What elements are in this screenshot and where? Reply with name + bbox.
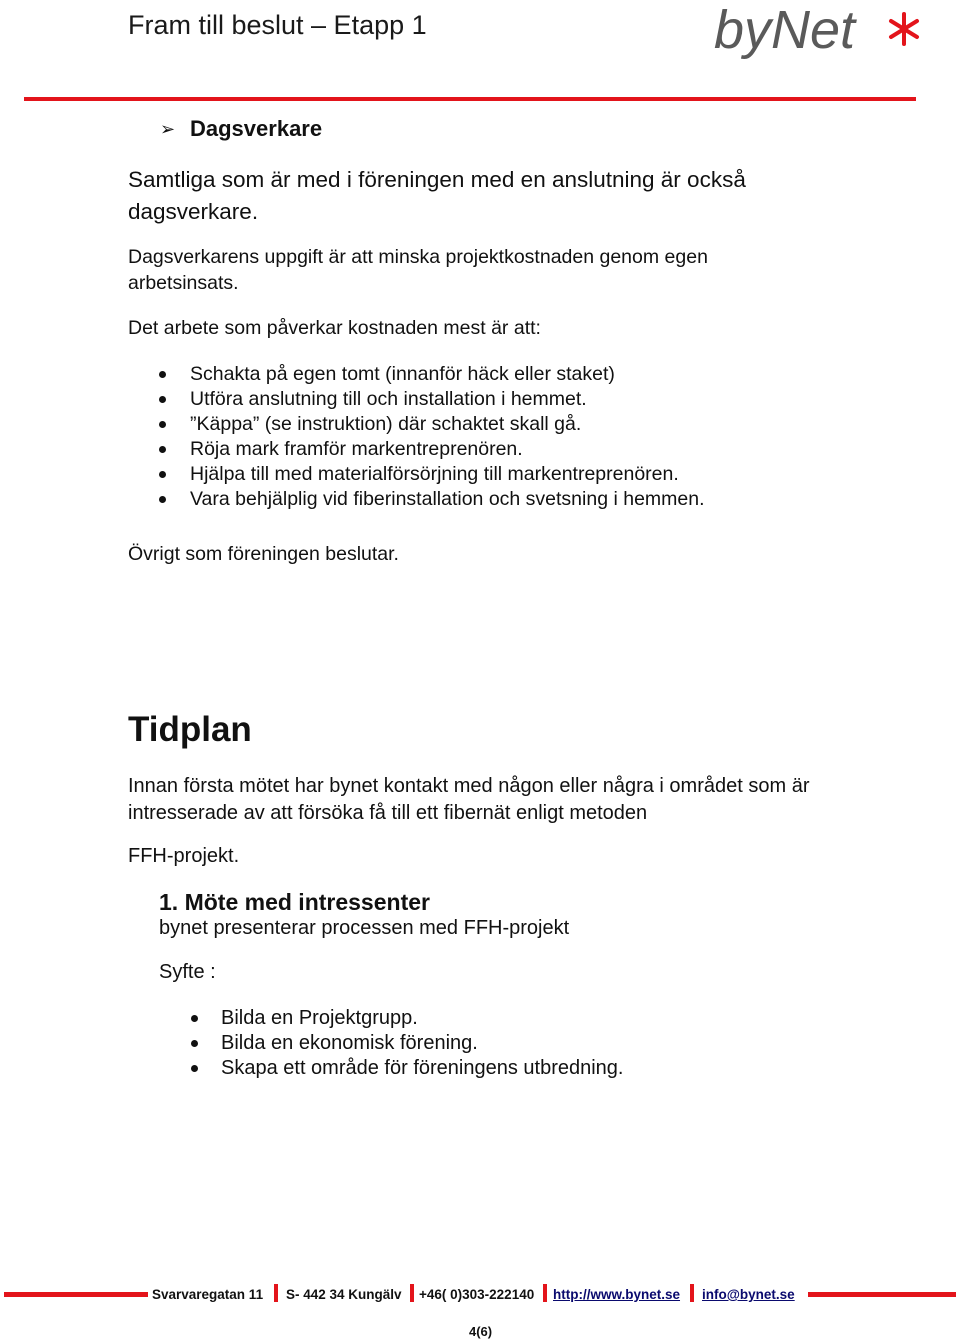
list-item-text: Röja mark framför markentreprenören. [190,438,523,460]
footer-rule-right [808,1292,956,1297]
intro-paragraph: Samtliga som är med i föreningen med en anslutning är också dagsverkare. [128,167,746,224]
work-list [190,362,705,512]
bullet-icon [159,421,166,428]
footer-separator [410,1284,414,1302]
footer-postal: S- 442 34 Kungälv [286,1287,402,1302]
list-item-text: ”Käppa” (se instruktion) där schaktet skall gå. [190,413,582,435]
footer-separator [543,1284,547,1302]
logo-wordmark: byNet [714,0,856,60]
list-item [190,487,705,512]
list-item [221,1056,623,1081]
list-item [190,362,705,387]
bullet-icon [159,371,166,378]
list-item-text: Schakta på egen tomt (innanför häck eller staket) [190,363,615,385]
step-text: bynet presenterar processen med FFH-projekt [159,917,570,939]
list-item-text: Skapa ett område för föreningens utbredning. [221,1057,624,1079]
bullet-icon [191,1040,198,1047]
tidplan-heading: Tidplan [128,710,252,749]
list-item-text: Utföra anslutning till och installation i hemmet. [190,388,587,410]
list-item-text: Vara behjälplig vid fiberinstallation och svetsning i hemmen. [190,488,705,510]
bullet-icon [159,471,166,478]
tidplan-intro: Innan första mötet har bynet kontakt med någon eller några i området som är intresserade av att försöka få till ett fibernät enligt metoden [128,775,810,824]
purpose-label: Syfte : [159,961,216,983]
footer-separator [274,1284,278,1302]
other-paragraph: Övrigt som föreningen beslutar. [128,543,399,565]
list-item [190,462,705,487]
page-number: 4(6) [469,1324,493,1339]
ffh-text: FFH-projekt. [128,845,240,867]
footer-phone: +46( 0)303-222140 [419,1287,535,1302]
bullet-icon [159,446,166,453]
list-item [190,412,705,437]
bullet-icon [159,496,166,503]
bullet-icon [159,396,166,403]
list-item-text: Bilda en ekonomisk förening. [221,1032,478,1054]
footer-email-link[interactable]: info@bynet.se [702,1287,795,1302]
footer-address: Svarvaregatan 11 [152,1287,264,1302]
section-heading-dagsverkare [160,116,322,142]
footer-separator [690,1284,694,1302]
list-item-text: Hjälpa till med materialförsörjning till markentreprenören. [190,463,679,485]
list-item [190,387,705,412]
list-item [221,1006,623,1031]
arrow-bullet-icon: ➢ [160,119,176,139]
list-item [190,437,705,462]
logo-star-icon [891,14,917,44]
list-item [221,1031,623,1056]
task-paragraph: Dagsverkarens uppgift är att minska projektkostnaden genom egen arbetsinsats. [128,246,708,294]
list-item-text: Bilda en Projektgrupp. [221,1007,418,1029]
bullet-icon [191,1065,198,1072]
work-intro-paragraph: Det arbete som påverkar kostnaden mest är att: [128,317,541,339]
step-heading: 1. Möte med intressenter [159,889,430,915]
footer-web-link[interactable]: http://www.bynet.se [553,1287,681,1302]
header-rule [24,97,916,101]
section-heading-text: Dagsverkare [190,116,323,141]
footer-rule-left [4,1292,148,1297]
purpose-list [221,1006,623,1081]
page-header-title: Fram till beslut – Etapp 1 [128,10,427,40]
bynet-logo [712,0,922,64]
bullet-icon [191,1015,198,1022]
